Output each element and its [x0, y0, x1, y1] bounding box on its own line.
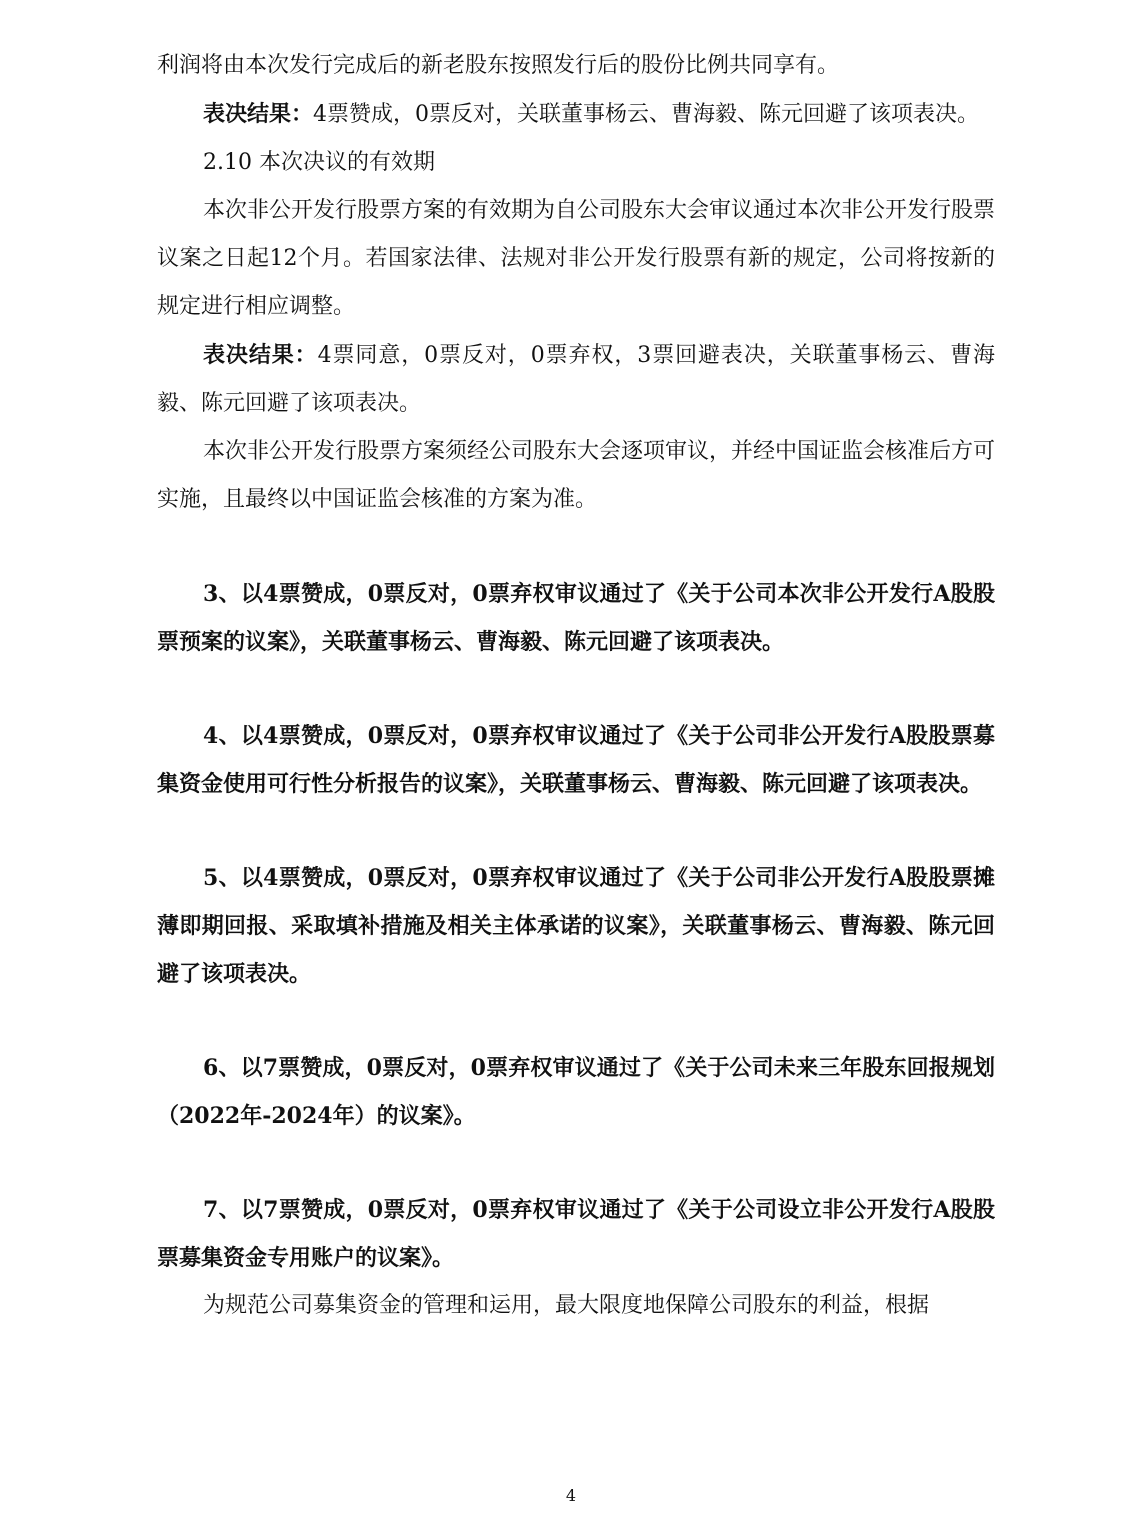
resolution-item-3: 3、以4票赞成，0票反对，0票弃权审议通过了《关于公司本次非公开发行A股股票预案的议案》，关联董事杨云、曹海毅、陈元回避了该项表决。	[157, 581, 995, 655]
vote-result-label: 表决结果：	[203, 101, 314, 127]
vote-result-text: 4票同意，0票反对，0票弃权，3票回避表决，关联董事杨云、曹海毅、陈元回避了该项表决。	[157, 343, 995, 416]
paragraph-approval-requirement: 本次非公开发行股票方案须经公司股东大会逐项审议，并经中国证监会核准后方可实施，且最终以中国证监会核准的方案为准。	[157, 439, 996, 512]
resolution-item-4: 4、以4票赞成，0票反对，0票弃权审议通过了《关于公司非公开发行A股股票募集资金使用可行性分析报告的议案》，关联董事杨云、曹海毅、陈元回避了该项表决。	[157, 723, 995, 797]
paragraph-profit-sharing: 利润将由本次发行完成后的新老股东按照发行后的股份比例共同享有。	[157, 53, 840, 78]
resolution-item-7: 7、以7票赞成，0票反对，0票弃权审议通过了《关于公司设立非公开发行A股股票募集资金专用账户的议案》。	[157, 1197, 995, 1271]
vote-result-text: 4票赞成，0票反对，关联董事杨云、曹海毅、陈元回避了该项表决。	[313, 102, 980, 127]
paragraph-vote-result-2	[157, 331, 995, 428]
vote-result-label: 表决结果：	[203, 342, 318, 368]
document-page	[157, 42, 995, 1330]
section-heading-validity: 2.10 本次决议的有效期	[203, 150, 435, 175]
paragraph-validity-period: 本次非公开发行股票方案的有效期为自公司股东大会审议通过本次非公开发行股票议案之日起12个月。若国家法律、法规对非公开发行股票有新的规定，公司将按新的规定进行相应调整。	[157, 198, 996, 319]
paragraph-vote-result-1	[157, 90, 995, 139]
paragraph-fund-management: 为规范公司募集资金的管理和运用，最大限度地保障公司股东的利益，根据	[203, 1293, 930, 1318]
page-number: 4	[565, 1486, 577, 1505]
resolution-item-5: 5、以4票赞成，0票反对，0票弃权审议通过了《关于公司非公开发行A股股票摊薄即期回报、采取填补措施及相关主体承诺的议案》，关联董事杨云、曹海毅、陈元回避了该项表决。	[157, 865, 995, 987]
resolution-item-6: 6、以7票赞成，0票反对，0票弃权审议通过了《关于公司未来三年股东回报规划（2022年-2024年）的议案》。	[157, 1055, 995, 1129]
